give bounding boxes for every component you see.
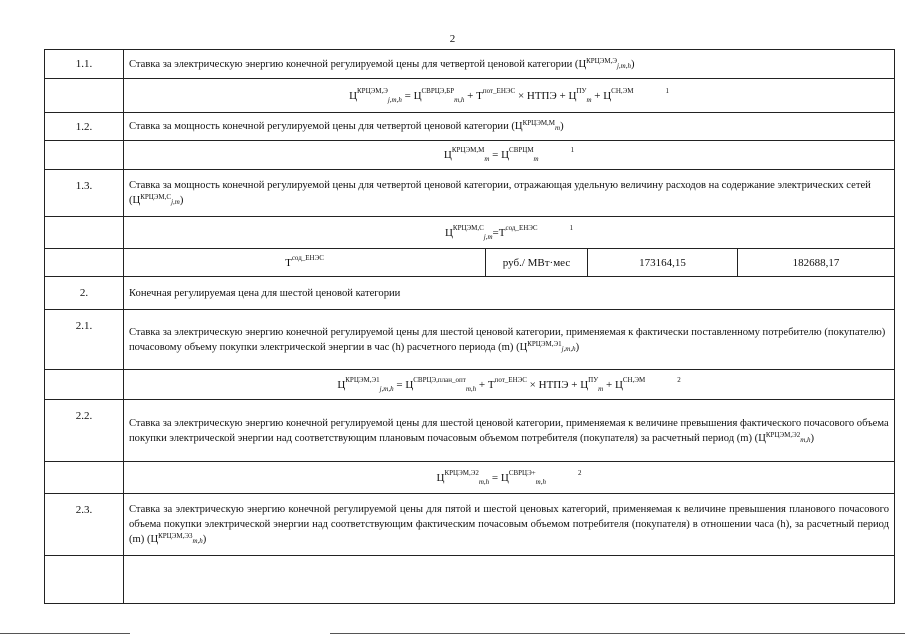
row-1-3: [45, 170, 895, 217]
empty-cell: [124, 556, 895, 604]
formula-2-2: $Ц^{КРЦЭМ,Э2}m,h = Ц^{СВРЦЭ+}m,h^2$: [124, 462, 895, 494]
row-number: 2.1.: [45, 310, 124, 370]
scan-edge-line: [330, 633, 905, 634]
footnote-mark: 2: [577, 468, 582, 477]
formula-row-2-2: [45, 462, 895, 494]
row-description: Ставка за электрическую энергию конечной регулируемой цены для шестой ценовой категории, применяемая к величине превышения фактического почасового объема покупки электрической энергии над соответствующим плановым почасовым объемом потребителя (покупателя) за расчетный период (m) $(Ц^{КРЦЭМ,Э2}m,h)$: [124, 400, 895, 462]
tariff-label: $Т^{сод\_ЕНЭС}$: [124, 249, 486, 277]
row-description: Конечная регулируемая цена для шестой ценовой категории: [124, 277, 895, 310]
formula-2-1: $Ц^{КРЦЭМ,Э1}j,m,h = Ц^{СВРЦЭ,план\_опт}m,h + Т^{пот\_ЕНЭС}$ × НТПЭ + $Ц^{ПУ}m + Ц^{СН,ЭМ}$ $^2$: [124, 370, 895, 400]
scan-edge-line: [0, 633, 130, 634]
empty-cell: [45, 370, 124, 400]
value-cell-2: 182688,17: [738, 249, 895, 277]
row-2: [45, 277, 895, 310]
row-2-1: [45, 310, 895, 370]
symbol-superscript: КРЦЭМ,Э: [586, 56, 617, 65]
row-2-2: [45, 400, 895, 462]
tariff-table: [44, 49, 895, 604]
row-description: [124, 50, 895, 79]
row-1-2: [45, 113, 895, 141]
description-text: Ставка за электрическую энергию конечной регулируемой цены для четвертой ценовой категории (Ц: [129, 58, 587, 70]
footnote-mark: 1: [570, 146, 575, 154]
row-number: 2.3.: [45, 494, 124, 556]
row-number: 2.: [45, 277, 124, 310]
empty-cell: [45, 217, 124, 249]
footnote-mark: 2: [677, 375, 681, 384]
row-description: Ставка за мощность конечной регулируемой цены для четвертой ценовой категории, отражающая удельную величину расходов на содержание электрических сетей $(Ц^{КРЦЭМ,С}j,m)$: [124, 170, 895, 217]
formula-1-2: $Ц^{КРЦЭМ,М}m = Ц^{СВРЦМ}m^1$: [124, 141, 895, 170]
formula-row-1-3: [45, 217, 895, 249]
row-description: Ставка за электрическую энергию конечной регулируемой цены для шестой ценовой категории, применяемая к фактически поставленному потребителю (покупателю) почасовому объему покупки электрической энергии в час (h) расчетного периода (m) $(Ц^{КРЦЭМ,Э1}j,m,h)$: [124, 310, 895, 370]
formula-row-1-1: [45, 79, 895, 113]
symbol-subscript: j,m,h: [616, 61, 631, 70]
row-number: 1.3.: [45, 170, 124, 217]
row-1-1: [45, 50, 895, 79]
page-number: 2: [449, 33, 456, 45]
description-tail: ): [630, 58, 635, 70]
formula-1-3: $Ц^{КРЦЭМ,С}j,m=Т^{сод\_ЕНЭС}$ $^1$: [124, 217, 895, 249]
formula-row-2-1: [45, 370, 895, 400]
formula-1-1: $Ц^{КРЦЭМ,Э}j,m,h = Ц^{СВРЦЭ,БР}m,h + Т^{пот\_ЕНЭС}$ × НТПЭ + $Ц^{ПУ}m + Ц^{СН,ЭМ}$ $^1$: [124, 79, 895, 113]
formula-row-1-2: [45, 141, 895, 170]
row-description: Ставка за мощность конечной регулируемой цены для четвертой ценовой категории $(Ц^{КРЦЭМ,М}m)$: [124, 113, 895, 141]
values-row-1-3: [45, 249, 895, 277]
row-number: 2.2.: [45, 400, 124, 462]
footnote-mark: 1: [569, 223, 574, 232]
footnote-mark: 1: [665, 86, 669, 95]
row-number: 1.2.: [45, 113, 124, 141]
row-2-3: [45, 494, 895, 556]
empty-cell: [45, 79, 124, 113]
empty-cell: [45, 249, 124, 277]
unit-cell: руб./ МВт·мес: [486, 249, 588, 277]
row-number: 1.1.: [45, 50, 124, 79]
empty-continuation-row: [45, 556, 895, 604]
empty-cell: [45, 462, 124, 494]
empty-cell: [45, 556, 124, 604]
value-cell-1: 173164,15: [588, 249, 738, 277]
row-description: Ставка за электрическую энергию конечной регулируемой цены для пятой и шестой ценовых категорий, применяемая к величине превышения планового почасового объема покупки электрической энергии над соответствующим фактическим почасовым объемом потребителя (покупателя) в отношении часа (h), за расчетный период (m) $(Ц^{КРЦЭМ,Э3}m,h)$: [124, 494, 895, 556]
empty-cell: [45, 141, 124, 170]
